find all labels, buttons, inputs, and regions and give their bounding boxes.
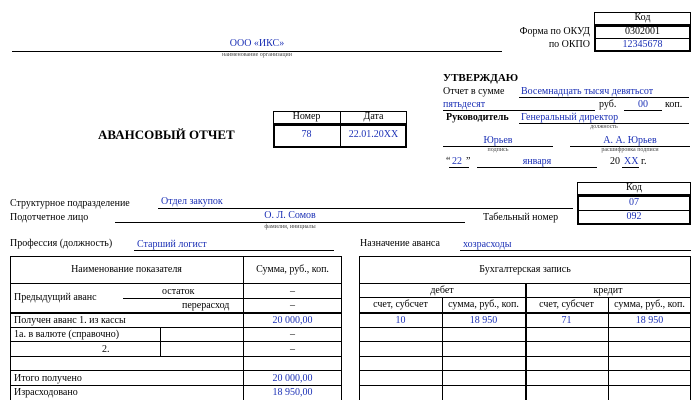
received-1-label: Получен аванс 1. из кассы: [14, 315, 126, 326]
left-table-blank-line: [10, 370, 342, 371]
overspend-value: –: [290, 300, 295, 311]
received-1-value: 20 000,00: [272, 315, 313, 326]
kop-value: 00: [638, 99, 648, 110]
date-year-line: [622, 167, 639, 168]
sum-words-2: пятьдесят: [443, 99, 486, 110]
details-code-label: Код: [626, 182, 642, 193]
credit-label: кредит: [593, 285, 623, 296]
code-header-label: Код: [634, 12, 651, 23]
total-received-value: 20 000,00: [272, 373, 313, 384]
sum-words-1: Восемнадцать тысяч девятьсот: [521, 86, 654, 97]
total-received-label: Итого получено: [14, 373, 82, 384]
kop-line: [624, 110, 662, 111]
profession-line: [134, 250, 334, 251]
left-table-header-line: [10, 283, 342, 284]
signature: Юрьев: [483, 135, 513, 146]
credit-account-header: счет, субсчет: [539, 299, 594, 310]
credit-account-value: 71: [561, 315, 572, 326]
name-caption: расшифровка подписи: [601, 147, 659, 153]
person-label: Подотчетное лицо: [10, 212, 89, 223]
balance-label: остаток: [162, 286, 195, 297]
balance-value: –: [290, 286, 295, 297]
date-quote-close: ”: [466, 156, 471, 167]
received-1a-value: –: [290, 329, 295, 340]
sum-line-2: [443, 110, 595, 111]
dept-line: [158, 208, 573, 209]
date-year-suffix: г.: [641, 156, 647, 167]
right-table-divider-1: [442, 297, 443, 400]
rub-label: руб.: [599, 99, 617, 110]
credit-sum-header: сумма, руб., коп.: [614, 299, 685, 310]
col-sum-header: Сумма, руб., коп.: [256, 264, 329, 275]
overspend-label: перерасход: [182, 300, 230, 311]
date-month-line: [477, 167, 597, 168]
dept-label: Структурное подразделение: [10, 198, 130, 209]
date-value: 22.01.20XX: [348, 129, 399, 140]
tab-value: 092: [626, 211, 642, 222]
debit-sum-header: сумма, руб., коп.: [448, 299, 519, 310]
head-name: А. А. Юрьев: [603, 135, 657, 146]
credit-sum-value: 18 950: [635, 315, 664, 326]
okud-label: Форма по ОКУД: [519, 26, 590, 37]
org-caption: наименование организации: [222, 52, 292, 58]
purpose-value: хозрасходы: [463, 239, 512, 250]
spent-value: 18 950,00: [272, 387, 313, 398]
report-title: АВАНСОВЫЙ ОТЧЕТ: [98, 127, 235, 142]
date-month: января: [522, 156, 552, 167]
left-table-balance-line: [123, 298, 342, 299]
date-quote-open: “: [446, 156, 451, 167]
person-value: О. Л. Сомов: [264, 210, 316, 221]
kop-label: коп.: [665, 99, 683, 110]
head-position: Генеральный директор: [521, 112, 619, 123]
left-table-total-line: [10, 385, 342, 386]
date-label: Дата: [363, 111, 384, 122]
org-name: ООО «ИКС»: [229, 38, 285, 49]
received-1a-label: 1а. в валюте (справочно): [14, 329, 120, 340]
date-day-line: [449, 167, 469, 168]
left-table-r1a-line: [10, 341, 342, 342]
left-table-r1-line: [10, 327, 342, 328]
purpose-label: Назначение аванса: [360, 238, 440, 249]
okud-value: 0302001: [625, 26, 660, 37]
head-label: Руководитель: [446, 112, 509, 123]
position-caption: должность: [590, 124, 618, 130]
signature-caption: подпись: [487, 147, 509, 153]
number-label: Номер: [292, 111, 321, 122]
tab-label: Табельный номер: [483, 212, 559, 223]
okpo-label: по ОКПО: [548, 39, 590, 50]
person-caption: фамилия, инициалы: [264, 224, 316, 230]
debit-label: дебет: [430, 285, 454, 296]
right-table-divider-3: [608, 297, 609, 400]
left-table-prev-line: [10, 312, 342, 314]
approve-title: УТВЕРЖДАЮ: [443, 72, 519, 84]
received-2-label: 2.: [102, 344, 110, 355]
received-2-value: –: [290, 344, 295, 355]
profession-label: Профессия (должность): [10, 238, 113, 249]
dept-value: Отдел закупок: [161, 196, 223, 207]
debit-sum-value: 18 950: [469, 315, 498, 326]
debit-account-header: счет, субсчет: [373, 299, 428, 310]
sum-label: Отчет в сумме: [443, 86, 505, 97]
purpose-line: [460, 250, 691, 251]
debit-account-value: 10: [395, 315, 406, 326]
date-year-prefix: 20: [610, 156, 620, 167]
profession-value: Старший логист: [137, 239, 207, 250]
left-table-sub-divider: [160, 327, 161, 356]
okpo-value: 12345678: [622, 39, 663, 50]
spent-label: Израсходовано: [14, 387, 78, 398]
sum-line-1: [519, 97, 689, 98]
date-day: 22: [452, 156, 462, 167]
dept-code: 07: [629, 197, 639, 208]
number-value: 78: [301, 129, 312, 140]
right-table-title: Бухгалтерская запись: [479, 264, 571, 275]
date-year: XX: [624, 156, 639, 167]
left-table-r2-line: [10, 356, 342, 357]
prev-advance-label: Предыдущий аванс: [14, 292, 97, 303]
person-line: [115, 222, 465, 223]
col-name-header: Наименование показателя: [71, 264, 182, 275]
